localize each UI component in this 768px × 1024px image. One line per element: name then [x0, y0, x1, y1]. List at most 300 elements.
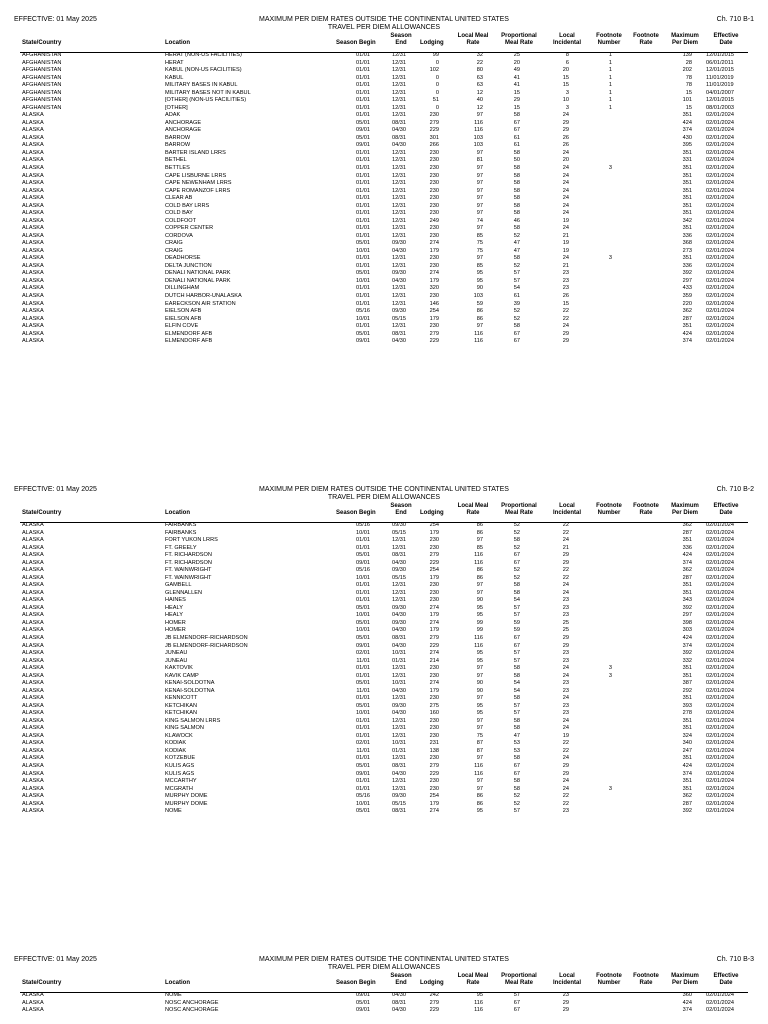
lodging-cell: 230: [429, 210, 439, 217]
effective-date-label: EFFECTIVE: 01 May 2025: [14, 956, 97, 963]
effective-date-cell: 08/01/2003: [706, 104, 734, 111]
effective-date-cell: 02/01/2024: [706, 740, 734, 747]
col-local-meal-l2: Rate: [466, 40, 480, 46]
local-incidental-cell: 26: [562, 142, 569, 149]
location-cell: JUNEAU: [165, 657, 188, 664]
col-footnote-number: [593, 973, 625, 987]
proportional-meal-cell: 67: [513, 999, 520, 1006]
season-begin-cell: 01/01: [356, 225, 370, 232]
col-prop-meal-l1: Proportional: [501, 503, 537, 509]
location-cell: KODIAK: [165, 740, 187, 747]
local-incidental-cell: 19: [562, 732, 569, 739]
local-incidental-cell: 22: [562, 793, 569, 800]
col-season-end-l1: Season: [390, 33, 412, 39]
max-per-diem-cell: 393: [682, 702, 692, 709]
max-per-diem-cell: 424: [682, 634, 692, 641]
local-incidental-cell: 24: [562, 755, 569, 762]
effective-date-cell: 02/01/2024: [706, 992, 734, 998]
season-end-cell: 12/31: [392, 149, 406, 156]
season-begin-cell: 11/01: [356, 657, 370, 664]
lodging-cell: 230: [429, 232, 439, 239]
season-end-cell: 12/31: [392, 544, 406, 551]
state-cell: ALASKA: [22, 725, 44, 732]
proportional-meal-cell: 58: [513, 172, 520, 179]
state-cell: ALASKA: [22, 740, 44, 747]
location-cell: MILITARY BASES NOT IN KABUL: [165, 89, 251, 96]
local-incidental-cell: 23: [562, 604, 569, 611]
location-cell: BETTLES: [165, 164, 190, 171]
effective-date-cell: 02/01/2024: [706, 634, 734, 641]
max-per-diem-cell: 336: [682, 262, 692, 269]
table-row: [0, 142, 768, 150]
local-meal-cell: 116: [474, 552, 483, 559]
season-begin-cell: 05/01: [356, 552, 370, 559]
state-cell: ALASKA: [22, 627, 44, 634]
max-per-diem-cell: 297: [682, 277, 692, 284]
local-incidental-cell: 24: [562, 202, 569, 209]
local-incidental-cell: 20: [562, 157, 569, 164]
proportional-meal-cell: 15: [513, 89, 520, 96]
local-meal-cell: 32: [476, 52, 483, 58]
local-incidental-cell: 22: [562, 522, 569, 528]
local-incidental-cell: 26: [562, 134, 569, 141]
season-end-cell: 12/31: [392, 217, 406, 224]
proportional-meal-cell: 52: [513, 315, 520, 322]
table-row: [0, 590, 768, 598]
footnote-number-cell: 3: [608, 665, 612, 672]
local-meal-cell: 95: [476, 992, 483, 998]
season-end-cell: 09/30: [392, 793, 406, 800]
season-begin-cell: 01/01: [356, 300, 370, 307]
state-cell: ALASKA: [22, 582, 44, 589]
season-begin-cell: 10/01: [356, 710, 370, 717]
state-cell: ALASKA: [22, 793, 44, 800]
local-meal-cell: 103: [473, 134, 483, 141]
location-cell: NOME: [165, 992, 182, 998]
max-per-diem-cell: 351: [682, 725, 692, 732]
max-per-diem-cell: 351: [682, 255, 692, 262]
effective-date-cell: 02/01/2024: [706, 747, 734, 754]
season-begin-cell: 01/01: [356, 323, 370, 330]
local-incidental-cell: 29: [562, 1007, 569, 1014]
location-cell: NOSC ANCHORAGE: [165, 999, 219, 1006]
col-fn-rate-l1: Footnote: [633, 973, 659, 979]
local-meal-cell: 99: [476, 619, 483, 626]
lodging-cell: 179: [429, 315, 439, 322]
effective-date-cell: 02/01/2024: [706, 687, 734, 694]
local-incidental-cell: 24: [562, 195, 569, 202]
state-cell: ALASKA: [22, 604, 44, 611]
proportional-meal-cell: 58: [513, 725, 520, 732]
location-cell: KABUL (NON-US FACILITIES): [165, 67, 242, 74]
location-cell: CRAIG: [165, 247, 183, 254]
proportional-meal-cell: 61: [513, 134, 520, 141]
table-row: [0, 748, 768, 756]
state-cell: ALASKA: [22, 195, 44, 202]
season-end-cell: 09/30: [392, 702, 406, 709]
state-cell: ALASKA: [22, 172, 44, 179]
proportional-meal-cell: 58: [513, 672, 520, 679]
max-per-diem-cell: 287: [682, 529, 692, 536]
local-meal-cell: 97: [476, 582, 483, 589]
effective-date-cell: 11/01/2019: [706, 82, 734, 89]
location-cell: ANCHORAGE: [165, 127, 202, 134]
state-cell: ALASKA: [22, 559, 44, 566]
state-cell: ALASKA: [22, 232, 44, 239]
season-begin-cell: 01/01: [356, 255, 370, 262]
local-incidental-cell: 10: [562, 97, 569, 104]
local-incidental-cell: 24: [562, 323, 569, 330]
col-local-inc-l2: Incidental: [553, 510, 582, 516]
proportional-meal-cell: 58: [513, 202, 520, 209]
proportional-meal-cell: 47: [513, 732, 520, 739]
proportional-meal-cell: 58: [513, 210, 520, 217]
table-row: [0, 82, 768, 90]
season-end-cell: 09/30: [392, 308, 406, 315]
state-cell: ALASKA: [22, 710, 44, 717]
lodging-cell: 274: [429, 650, 439, 657]
max-per-diem-cell: 398: [682, 619, 692, 626]
max-per-diem-cell: 374: [682, 127, 692, 134]
rate-table-page: [0, 470, 768, 816]
lodging-cell: 266: [429, 142, 439, 149]
col-fn-rate-l1: Footnote: [633, 503, 659, 509]
max-per-diem-cell: 430: [682, 134, 692, 141]
col-local-meal: [455, 503, 491, 517]
state-cell: ALASKA: [22, 992, 44, 998]
local-incidental-cell: 15: [562, 74, 569, 81]
proportional-meal-cell: 67: [513, 770, 520, 777]
effective-date-cell: 02/01/2024: [706, 793, 734, 800]
table-row: [0, 763, 768, 771]
proportional-meal-cell: 57: [513, 277, 520, 284]
proportional-meal-cell: 57: [513, 808, 520, 815]
table-row: [0, 255, 768, 263]
col-max-per-diem: [667, 33, 703, 47]
local-incidental-cell: 24: [562, 225, 569, 232]
state-cell: AFGHANISTAN: [22, 82, 62, 89]
lodging-cell: 254: [429, 522, 439, 528]
season-begin-cell: 09/01: [356, 142, 370, 149]
max-per-diem-cell: 15: [685, 89, 692, 96]
state-cell: ALASKA: [22, 642, 44, 649]
local-incidental-cell: 24: [562, 725, 569, 732]
max-per-diem-cell: 359: [682, 293, 692, 299]
local-incidental-cell: 24: [562, 785, 569, 792]
col-local-inc-l2: Incidental: [553, 40, 582, 46]
proportional-meal-cell: 58: [513, 785, 520, 792]
effective-date-cell: 02/01/2024: [706, 619, 734, 626]
local-incidental-cell: 22: [562, 800, 569, 807]
col-location: Location: [165, 40, 190, 46]
state-cell: ALASKA: [22, 270, 44, 277]
location-cell: DEADHORSE: [165, 255, 201, 262]
local-incidental-cell: 19: [562, 247, 569, 254]
effective-date-cell: 12/01/2015: [706, 52, 734, 58]
season-end-cell: 12/31: [392, 104, 406, 111]
col-fn-rate-l2: Rate: [639, 510, 653, 516]
footnote-number-cell: 1: [608, 82, 612, 89]
local-incidental-cell: 23: [562, 680, 569, 687]
max-per-diem-cell: 351: [682, 582, 692, 589]
col-prop-meal-l2: Meal Rate: [504, 980, 533, 986]
table-row: [0, 188, 768, 196]
state-cell: ALASKA: [22, 157, 44, 164]
effective-date-cell: 02/01/2024: [706, 119, 734, 126]
table-row: [0, 733, 768, 741]
max-per-diem-cell: 392: [682, 604, 692, 611]
max-per-diem-cell: 287: [682, 315, 692, 322]
local-meal-cell: 97: [476, 149, 483, 156]
season-begin-cell: 01/01: [356, 778, 370, 785]
effective-date-cell: 02/01/2024: [706, 725, 734, 732]
location-cell: KULIS AGS: [165, 763, 195, 769]
effective-date-cell: 02/01/2024: [706, 338, 734, 345]
state-cell: ALASKA: [22, 717, 44, 724]
season-begin-cell: 05/16: [356, 567, 370, 574]
season-end-cell: 08/31: [392, 119, 406, 126]
effective-date-cell: 11/01/2019: [706, 74, 734, 81]
effective-date-cell: 02/01/2024: [706, 187, 734, 194]
proportional-meal-cell: 57: [513, 702, 520, 709]
location-cell: HOMER: [165, 619, 186, 626]
max-per-diem-cell: 78: [685, 74, 692, 81]
max-per-diem-cell: 351: [682, 187, 692, 194]
local-incidental-cell: 20: [562, 67, 569, 74]
season-begin-cell: 09/01: [356, 1007, 370, 1014]
effective-date-cell: 02/01/2024: [706, 567, 734, 574]
state-cell: ALASKA: [22, 164, 44, 171]
location-cell: HEALY: [165, 604, 183, 611]
table-row: [0, 620, 768, 628]
local-incidental-cell: 25: [562, 627, 569, 634]
effective-date-cell: 02/01/2024: [706, 300, 734, 307]
max-per-diem-cell: 336: [682, 544, 692, 551]
table-row: [0, 597, 768, 605]
local-incidental-cell: 24: [562, 255, 569, 262]
season-end-cell: 12/31: [392, 695, 406, 702]
season-end-cell: 12/31: [392, 187, 406, 194]
proportional-meal-cell: 20: [513, 59, 520, 66]
col-fn-num-l2: Number: [597, 510, 621, 516]
page-title-line-1: MAXIMUM PER DIEM RATES OUTSIDE THE CONTINENTAL UNITED STATES: [259, 486, 509, 493]
table-row: [0, 127, 768, 135]
state-cell: ALASKA: [22, 567, 44, 574]
max-per-diem-cell: 368: [682, 240, 692, 247]
local-incidental-cell: 24: [562, 172, 569, 179]
col-local-inc-l1: Local: [559, 33, 575, 39]
proportional-meal-cell: 58: [513, 665, 520, 672]
lodging-cell: 274: [429, 680, 439, 687]
proportional-meal-cell: 41: [513, 74, 520, 81]
local-meal-cell: 87: [476, 747, 483, 754]
state-cell: ALASKA: [22, 127, 44, 134]
state-cell: ALASKA: [22, 142, 44, 149]
col-proportional-meal: [497, 973, 541, 987]
location-cell: MILITARY BASES IN KABUL: [165, 82, 238, 89]
season-end-cell: 08/31: [392, 134, 406, 141]
lodging-cell: 229: [429, 127, 439, 134]
season-begin-cell: 10/01: [356, 315, 370, 322]
max-per-diem-cell: 374: [682, 559, 692, 566]
lodging-cell: 51: [432, 97, 439, 104]
location-cell: HERAT (NON-US FACILITIES): [165, 52, 242, 58]
local-incidental-cell: 24: [562, 210, 569, 217]
season-end-cell: 12/31: [392, 67, 406, 74]
page-title: [0, 956, 768, 972]
table-row: [0, 240, 768, 248]
state-cell: ALASKA: [22, 330, 44, 337]
max-per-diem-cell: 247: [682, 747, 692, 754]
col-footnote-rate: [631, 503, 661, 517]
season-end-cell: 04/30: [392, 687, 406, 694]
local-meal-cell: 116: [474, 119, 483, 126]
max-per-diem-cell: 342: [682, 217, 692, 224]
local-meal-cell: 116: [474, 770, 483, 777]
season-begin-cell: 01/01: [356, 157, 370, 164]
proportional-meal-cell: 67: [513, 1007, 520, 1014]
season-begin-cell: 11/01: [356, 747, 370, 754]
table-row: [0, 740, 768, 748]
col-max-per-diem: [667, 503, 703, 517]
col-fn-rate-l1: Footnote: [633, 33, 659, 39]
col-prop-meal-l1: Proportional: [501, 973, 537, 979]
effective-date-cell: 02/01/2024: [706, 755, 734, 762]
proportional-meal-cell: 54: [513, 680, 520, 687]
local-incidental-cell: 24: [562, 665, 569, 672]
effective-date-cell: 02/01/2024: [706, 164, 734, 171]
state-cell: ALASKA: [22, 255, 44, 262]
season-begin-cell: 01/01: [356, 202, 370, 209]
proportional-meal-cell: 58: [513, 589, 520, 596]
effective-date-label: EFFECTIVE: 01 May 2025: [14, 486, 97, 493]
state-cell: ALASKA: [22, 747, 44, 754]
proportional-meal-cell: 58: [513, 187, 520, 194]
max-per-diem-cell: 424: [682, 999, 692, 1006]
table-row: [0, 150, 768, 158]
state-cell: ALASKA: [22, 308, 44, 315]
state-cell: ALASKA: [22, 597, 44, 604]
lodging-cell: 301: [429, 134, 439, 141]
max-per-diem-cell: 362: [682, 308, 692, 315]
season-end-cell: 04/30: [392, 559, 406, 566]
season-begin-cell: 01/01: [356, 725, 370, 732]
season-begin-cell: 01/01: [356, 589, 370, 596]
max-per-diem-cell: 360: [682, 992, 692, 998]
lodging-cell: 279: [429, 119, 439, 126]
location-cell: NOME: [165, 808, 182, 815]
season-end-cell: 04/30: [392, 612, 406, 619]
location-cell: KING SALMON: [165, 725, 204, 732]
col-local-inc-l2: Incidental: [553, 980, 582, 986]
table-row: [0, 635, 768, 643]
local-meal-cell: 116: [474, 127, 483, 134]
lodging-cell: 230: [429, 582, 439, 589]
local-meal-cell: 74: [476, 217, 483, 224]
location-cell: FT. RICHARDSON: [165, 559, 212, 566]
season-end-cell: 05/15: [392, 315, 406, 322]
season-end-cell: 10/31: [392, 680, 406, 687]
season-end-cell: 12/31: [392, 732, 406, 739]
col-state: State/Country: [22, 980, 62, 986]
col-local-inc-l1: Local: [559, 973, 575, 979]
season-end-cell: 12/31: [392, 255, 406, 262]
lodging-cell: 179: [429, 612, 439, 619]
season-end-cell: 04/30: [392, 1007, 406, 1014]
location-cell: MURPHY DOME: [165, 793, 208, 800]
local-meal-cell: 85: [476, 232, 483, 239]
col-season-end-l2: End: [395, 510, 407, 516]
local-incidental-cell: 24: [562, 149, 569, 156]
lodging-cell: 254: [429, 308, 439, 315]
proportional-meal-cell: 54: [513, 687, 520, 694]
season-end-cell: 12/31: [392, 225, 406, 232]
table-row: [0, 285, 768, 293]
season-end-cell: 12/31: [392, 300, 406, 307]
max-per-diem-cell: 101: [682, 97, 692, 104]
local-meal-cell: 63: [476, 74, 483, 81]
location-cell: EIELSON AFB: [165, 315, 202, 322]
max-per-diem-cell: 297: [682, 612, 692, 619]
proportional-meal-cell: 67: [513, 338, 520, 345]
page-title: [0, 486, 768, 502]
season-end-cell: 12/31: [392, 172, 406, 179]
state-cell: AFGHANISTAN: [22, 52, 62, 58]
proportional-meal-cell: 58: [513, 164, 520, 171]
col-lodging: Lodging: [420, 510, 444, 516]
proportional-meal-cell: 67: [513, 642, 520, 649]
state-cell: AFGHANISTAN: [22, 67, 62, 74]
table-row: [0, 308, 768, 316]
season-end-cell: 08/31: [392, 999, 406, 1006]
season-begin-cell: 10/01: [356, 574, 370, 581]
local-incidental-cell: 25: [562, 619, 569, 626]
footnote-number-cell: 3: [608, 255, 612, 262]
season-end-cell: 08/31: [392, 763, 406, 769]
rate-table-page: [0, 940, 768, 1015]
location-cell: DELTA JUNCTION: [165, 262, 212, 269]
season-begin-cell: 05/01: [356, 604, 370, 611]
season-begin-cell: 05/01: [356, 240, 370, 247]
local-incidental-cell: 26: [562, 293, 569, 299]
location-cell: KLAWOCK: [165, 732, 193, 739]
col-footnote-number: [593, 33, 625, 47]
state-cell: AFGHANISTAN: [22, 89, 62, 96]
lodging-cell: 146: [429, 300, 439, 307]
local-incidental-cell: 29: [562, 999, 569, 1006]
lodging-cell: 230: [429, 665, 439, 672]
table-row: [0, 316, 768, 324]
local-meal-cell: 86: [476, 567, 483, 574]
location-cell: HERAT: [165, 59, 184, 66]
col-prop-meal-l2: Meal Rate: [504, 510, 533, 516]
table-row: [0, 1000, 768, 1008]
lodging-cell: 230: [429, 717, 439, 724]
table-row: [0, 278, 768, 286]
effective-date-cell: 02/01/2024: [706, 149, 734, 156]
state-cell: ALASKA: [22, 778, 44, 785]
proportional-meal-cell: 58: [513, 255, 520, 262]
season-begin-cell: 05/01: [356, 270, 370, 277]
proportional-meal-cell: 58: [513, 323, 520, 330]
season-end-cell: 12/31: [392, 157, 406, 164]
col-fn-num-l1: Footnote: [596, 33, 622, 39]
local-meal-cell: 95: [476, 270, 483, 277]
lodging-cell: 160: [429, 710, 439, 717]
lodging-cell: 254: [429, 567, 439, 574]
rate-table-page: [0, 0, 768, 346]
table-row: [0, 710, 768, 718]
